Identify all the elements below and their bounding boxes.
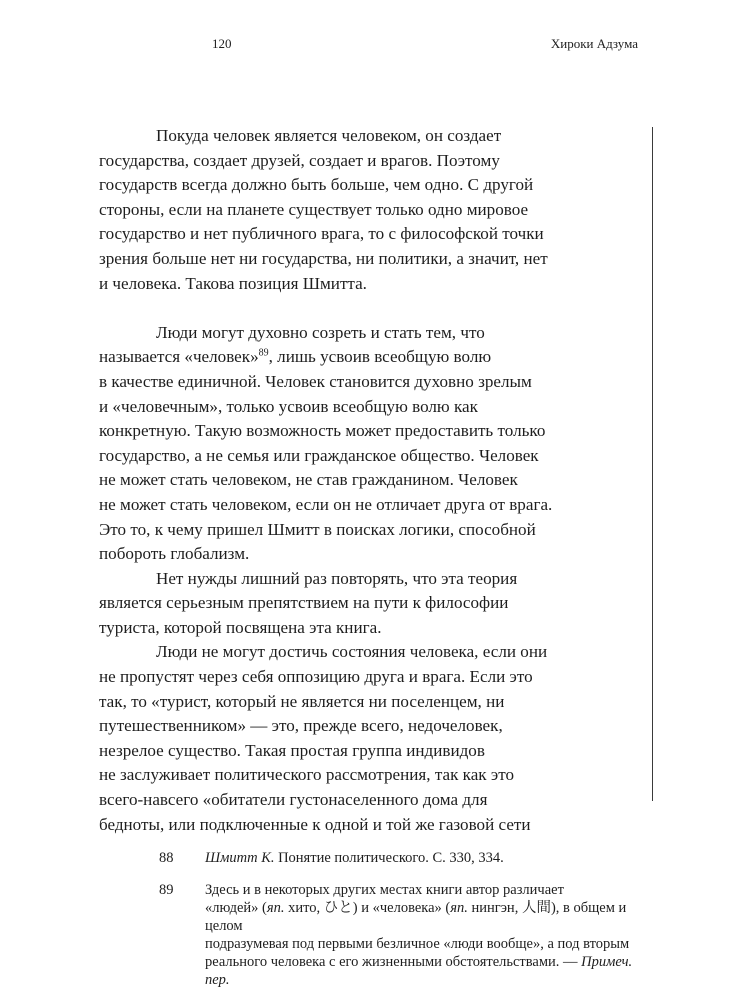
footnote-text (205, 881, 649, 989)
footnote-part-b: хито, ひと) и «человека» ( (284, 900, 451, 916)
footnote-abbr: яп. (450, 900, 468, 916)
footnote-abbr: яп. (266, 900, 285, 916)
translator-note: Примеч. пер. (205, 954, 633, 988)
main-text (99, 124, 644, 837)
footnote-author: Шмитт К. (205, 850, 275, 866)
footnote-part-a: Здесь и в некоторых других местах книги автор различает «людей» ( (205, 882, 564, 916)
footnote-ref-89[interactable]: 89 (258, 347, 269, 359)
margin-rule (652, 127, 653, 801)
paragraph-2-end: , лишь усвоив всеобщую волю в качестве единичной. Человек становится духовно зрелым и «человечным», только усвоив всеобщую волю как конкретную. Такую возможность может предоставить только государство, а не семья или гражданское общество. Человек не может стать человеком, не став гражданином. Человек не может стать человеком, если он не отличает друга от врага. Это то, к чему пришел Шмитт в поисках логики, способной побороть глобализм. (99, 347, 553, 564)
paragraph-2-start: Люди могут духовно созреть и стать тем, что называется «человек» (99, 322, 485, 367)
footnote-body: Понятие политического. С. 330, 334. (274, 850, 504, 866)
footnotes (159, 849, 649, 989)
footnote-text (205, 849, 649, 867)
footnote-89 (159, 881, 649, 989)
paragraph-4: Люди не могут достичь состояния человека, если они не пропустят через себя оппозицию друга и врага. Если это так, то «турист, который не является ни поселенцем, ни путешественником» — это, прежде всего, недочеловек, незрелое существо. Такая простая группа индивидов не заслуживает политического рассмотрения, так как это всего-навсего «обитатели густонаселенного дома для бедноты, или подключенные к одной и той же газовой сети (99, 642, 548, 834)
footnote-number: 88 (159, 850, 174, 866)
paragraph-3: Нет нужды лишний раз повторять, что эта теория является серьезным препятствием на пути к философии туриста, которой посвящена эта книга. (99, 568, 518, 637)
footnote-number: 89 (159, 882, 174, 898)
footnote-part-c: нингэн, 人間), в общем и целом подразумевая под первыми безличное «люди вообще», а под вторым реального человека с его жизненными обстоятельствами. — (205, 900, 630, 970)
paragraph-1: Покуда человек является человеком, он создает государства, создает друзей, создает и врагов. Поэтому государств всегда должно быть больше, чем одно. С другой стороны, если на планете существует только одно мировое государство и нет публичного врага, то с философской точки зрения больше нет ни государства, ни политики, а значит, нет и человека. Такова позиция Шмитта. (99, 126, 548, 293)
running-title: Хироки Адзума (550, 36, 638, 51)
footnote-88 (159, 849, 649, 867)
paragraph-2 (99, 321, 644, 567)
page-number: 120 (212, 36, 232, 51)
